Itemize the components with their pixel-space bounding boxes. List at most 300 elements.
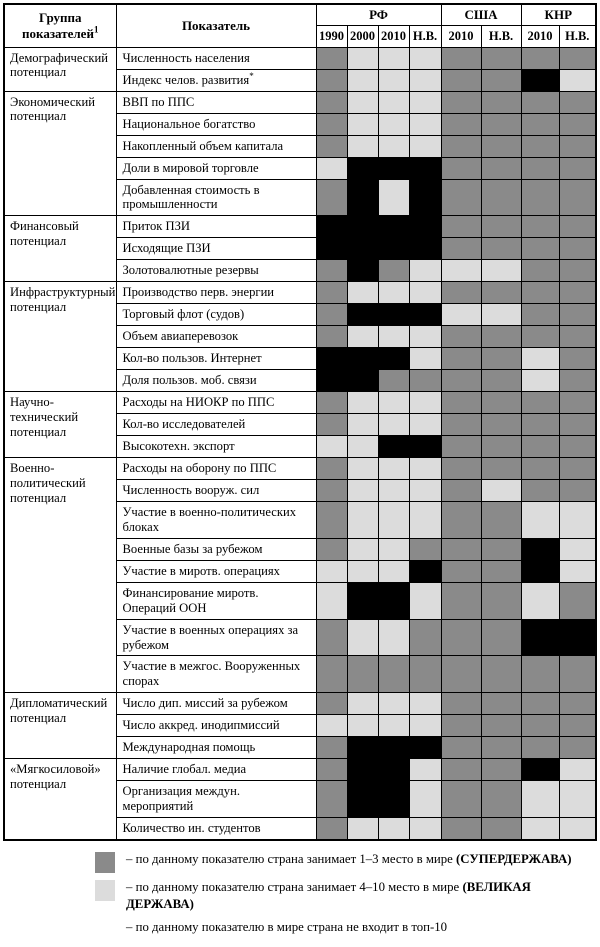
header-row-groups — [4, 4, 596, 25]
status-cell — [441, 348, 481, 370]
status-cell — [378, 561, 409, 583]
status-cell — [316, 656, 347, 693]
indicator-label-cell — [116, 348, 316, 370]
status-cell — [521, 47, 559, 69]
status-cell — [559, 656, 596, 693]
power-indicators-table — [3, 3, 597, 841]
status-cell — [378, 781, 409, 818]
status-cell — [347, 392, 378, 414]
status-cell — [521, 436, 559, 458]
status-cell — [378, 157, 409, 179]
status-cell — [378, 47, 409, 69]
status-cell — [441, 619, 481, 656]
status-cell — [441, 502, 481, 539]
status-cell — [378, 759, 409, 781]
status-cell — [521, 781, 559, 818]
status-cell — [559, 326, 596, 348]
indicator-label-cell — [116, 817, 316, 840]
status-cell — [441, 392, 481, 414]
status-cell — [481, 693, 521, 715]
indicator-label: Количество ин. студентов — [122, 820, 261, 835]
status-cell — [559, 69, 596, 91]
status-cell — [559, 47, 596, 69]
legend-item — [95, 919, 586, 941]
status-cell — [347, 583, 378, 620]
indicator-label-cell — [116, 370, 316, 392]
status-cell — [316, 282, 347, 304]
status-cell — [378, 326, 409, 348]
status-cell — [521, 715, 559, 737]
status-cell — [481, 458, 521, 480]
status-cell — [378, 91, 409, 113]
status-cell — [521, 619, 559, 656]
indicator-label-cell — [116, 216, 316, 238]
status-cell — [559, 715, 596, 737]
status-cell — [347, 414, 378, 436]
status-cell — [441, 781, 481, 818]
status-cell — [481, 91, 521, 113]
status-cell — [316, 539, 347, 561]
status-cell — [347, 502, 378, 539]
status-cell — [481, 260, 521, 282]
status-cell — [316, 370, 347, 392]
status-cell — [559, 561, 596, 583]
status-cell — [559, 781, 596, 818]
status-cell — [347, 656, 378, 693]
legend-swatch — [95, 852, 115, 873]
status-cell — [347, 561, 378, 583]
indicator-label-cell — [116, 135, 316, 157]
status-cell — [409, 480, 441, 502]
status-cell — [378, 304, 409, 326]
status-cell — [559, 737, 596, 759]
status-cell — [409, 157, 441, 179]
status-cell — [316, 113, 347, 135]
status-cell — [316, 238, 347, 260]
status-cell — [378, 656, 409, 693]
indicator-label: Объем авиаперевозок — [122, 329, 239, 344]
status-cell — [409, 135, 441, 157]
status-cell — [441, 282, 481, 304]
status-cell — [378, 238, 409, 260]
indicator-label-cell — [116, 502, 316, 539]
indicator-label: Индекс челов. развития — [122, 72, 250, 87]
status-cell — [316, 480, 347, 502]
indicator-label: Участие в межгос. Вооруженных спорах — [122, 659, 301, 689]
indicator-label: Торговый флот (судов) — [122, 307, 245, 322]
status-cell — [409, 238, 441, 260]
group-label: Военно-политический потенциал — [4, 458, 116, 693]
status-cell — [521, 583, 559, 620]
header-group-col — [4, 4, 116, 47]
status-cell — [481, 619, 521, 656]
status-cell — [559, 619, 596, 656]
status-cell — [559, 392, 596, 414]
indicator-label-cell — [116, 282, 316, 304]
status-cell — [409, 216, 441, 238]
status-cell — [347, 759, 378, 781]
status-cell — [378, 135, 409, 157]
status-cell — [521, 304, 559, 326]
status-cell — [409, 260, 441, 282]
status-cell — [481, 238, 521, 260]
status-cell — [521, 91, 559, 113]
status-cell — [441, 304, 481, 326]
status-cell — [521, 392, 559, 414]
status-cell — [441, 179, 481, 216]
indicator-label: Кол-во исследователей — [122, 417, 246, 432]
indicator-label-cell — [116, 480, 316, 502]
status-cell — [481, 759, 521, 781]
header-group-label: Группа показателей — [22, 10, 94, 41]
table-row — [4, 392, 596, 414]
status-cell — [409, 539, 441, 561]
legend-swatch-empty — [95, 920, 115, 941]
status-cell — [347, 781, 378, 818]
status-cell — [347, 113, 378, 135]
status-cell — [441, 47, 481, 69]
indicator-label: Приток ПЗИ — [122, 219, 191, 234]
status-cell — [441, 238, 481, 260]
status-cell — [441, 480, 481, 502]
status-cell — [409, 781, 441, 818]
status-cell — [559, 502, 596, 539]
status-cell — [409, 414, 441, 436]
indicator-label-cell — [116, 304, 316, 326]
status-cell — [347, 91, 378, 113]
status-cell — [316, 304, 347, 326]
status-cell — [559, 216, 596, 238]
indicator-label: Высокотехн. экспорт — [122, 439, 235, 454]
status-cell — [521, 69, 559, 91]
status-cell — [481, 539, 521, 561]
status-cell — [481, 282, 521, 304]
status-cell — [347, 539, 378, 561]
status-cell — [481, 370, 521, 392]
status-cell — [378, 458, 409, 480]
status-cell — [521, 135, 559, 157]
status-cell — [559, 436, 596, 458]
status-cell — [521, 458, 559, 480]
header-year-china: Н.В. — [559, 25, 596, 47]
status-cell — [409, 348, 441, 370]
status-cell — [347, 260, 378, 282]
status-cell — [316, 436, 347, 458]
table-row — [4, 47, 596, 69]
status-cell — [378, 282, 409, 304]
status-cell — [378, 715, 409, 737]
status-cell — [316, 583, 347, 620]
status-cell — [316, 260, 347, 282]
status-cell — [347, 458, 378, 480]
status-cell — [521, 759, 559, 781]
status-cell — [481, 715, 521, 737]
legend-text — [126, 879, 586, 914]
status-cell — [316, 759, 347, 781]
indicator-label: Участие в военных операциях за рубежом — [122, 622, 299, 652]
status-cell — [559, 91, 596, 113]
header-year-usa: 2010 — [441, 25, 481, 47]
status-cell — [441, 539, 481, 561]
group-label: Демографический потенциал — [4, 47, 116, 91]
indicator-label-cell — [116, 715, 316, 737]
status-cell — [378, 348, 409, 370]
status-cell — [347, 282, 378, 304]
status-cell — [441, 693, 481, 715]
indicator-label-cell — [116, 238, 316, 260]
status-cell — [559, 539, 596, 561]
header-year-rf: Н.В. — [409, 25, 441, 47]
status-cell — [559, 113, 596, 135]
indicator-label: Производство перв. энергии — [122, 285, 275, 300]
status-cell — [316, 715, 347, 737]
status-cell — [316, 392, 347, 414]
status-cell — [481, 157, 521, 179]
status-cell — [378, 817, 409, 840]
status-cell — [409, 392, 441, 414]
status-cell — [559, 238, 596, 260]
table-row — [4, 458, 596, 480]
status-cell — [378, 414, 409, 436]
table-row — [4, 91, 596, 113]
indicator-label: Исходящие ПЗИ — [122, 241, 211, 256]
indicator-label-cell — [116, 392, 316, 414]
status-cell — [559, 759, 596, 781]
table-row — [4, 759, 596, 781]
status-cell — [559, 157, 596, 179]
status-cell — [378, 480, 409, 502]
indicator-label-cell — [116, 693, 316, 715]
indicator-label: Численность вооруж. сил — [122, 483, 260, 498]
status-cell — [316, 69, 347, 91]
status-cell — [521, 737, 559, 759]
group-label: Финансовый потенциал — [4, 216, 116, 282]
status-cell — [481, 583, 521, 620]
indicator-footnote: * — [249, 70, 254, 81]
indicator-label-cell — [116, 619, 316, 656]
status-cell — [347, 737, 378, 759]
indicator-label: Численность населения — [122, 50, 250, 65]
status-cell — [441, 737, 481, 759]
status-cell — [347, 304, 378, 326]
status-cell — [347, 47, 378, 69]
indicator-label-cell — [116, 47, 316, 69]
status-cell — [347, 436, 378, 458]
indicator-label-cell — [116, 260, 316, 282]
status-cell — [316, 47, 347, 69]
status-cell — [481, 47, 521, 69]
legend-text-bold: (СУПЕРДЕРЖАВА) — [456, 851, 572, 866]
indicator-label: Участие в миротв. операциях — [122, 564, 280, 579]
status-cell — [521, 326, 559, 348]
indicator-label: Доля пользов. моб. связи — [122, 373, 257, 388]
status-cell — [409, 304, 441, 326]
status-cell — [409, 619, 441, 656]
status-cell — [409, 179, 441, 216]
status-cell — [481, 817, 521, 840]
status-cell — [347, 715, 378, 737]
status-cell — [347, 216, 378, 238]
status-cell — [378, 216, 409, 238]
status-cell — [559, 583, 596, 620]
header-group-footnote: 1 — [93, 24, 99, 35]
status-cell — [521, 238, 559, 260]
indicator-label-cell — [116, 737, 316, 759]
table-row — [4, 216, 596, 238]
status-cell — [409, 737, 441, 759]
indicator-label-cell — [116, 326, 316, 348]
status-cell — [559, 370, 596, 392]
status-cell — [316, 414, 347, 436]
indicator-label-cell — [116, 414, 316, 436]
legend-text-plain: – по данному показателю страна занимает 1–3 место в мире — [126, 851, 457, 866]
table-row — [4, 693, 596, 715]
indicator-label: Финансирование миротв. Операций ООН — [122, 586, 259, 615]
status-cell — [347, 179, 378, 216]
status-cell — [347, 348, 378, 370]
group-label: Экономический потенциал — [4, 91, 116, 216]
status-cell — [521, 656, 559, 693]
status-cell — [521, 414, 559, 436]
status-cell — [521, 157, 559, 179]
status-cell — [316, 781, 347, 818]
status-cell — [347, 135, 378, 157]
status-cell — [409, 69, 441, 91]
table-head — [4, 4, 596, 47]
status-cell — [559, 817, 596, 840]
status-cell — [481, 392, 521, 414]
status-cell — [521, 502, 559, 539]
status-cell — [521, 370, 559, 392]
status-cell — [409, 326, 441, 348]
status-cell — [441, 583, 481, 620]
status-cell — [521, 216, 559, 238]
status-cell — [441, 759, 481, 781]
status-cell — [441, 135, 481, 157]
legend-text-plain: – по данному показателю страна занимает 4–10 место в мире — [126, 879, 463, 894]
status-cell — [409, 759, 441, 781]
status-cell — [441, 91, 481, 113]
status-cell — [347, 619, 378, 656]
status-cell — [559, 260, 596, 282]
status-cell — [441, 715, 481, 737]
status-cell — [481, 69, 521, 91]
status-cell — [378, 737, 409, 759]
indicator-label-cell — [116, 113, 316, 135]
indicator-label: Кол-во пользов. Интернет — [122, 351, 262, 366]
status-cell — [521, 539, 559, 561]
indicator-label-cell — [116, 583, 316, 620]
status-cell — [441, 216, 481, 238]
status-cell — [316, 737, 347, 759]
status-cell — [481, 348, 521, 370]
status-cell — [378, 392, 409, 414]
status-cell — [481, 561, 521, 583]
status-cell — [378, 693, 409, 715]
header-year-rf: 2000 — [347, 25, 378, 47]
status-cell — [378, 619, 409, 656]
status-cell — [559, 458, 596, 480]
status-cell — [481, 414, 521, 436]
status-cell — [316, 135, 347, 157]
status-cell — [347, 693, 378, 715]
status-cell — [316, 693, 347, 715]
indicator-label: Расходы на НИОКР по ППС — [122, 395, 275, 410]
status-cell — [316, 348, 347, 370]
indicator-label-cell — [116, 436, 316, 458]
status-cell — [347, 69, 378, 91]
status-cell — [378, 260, 409, 282]
indicator-label-cell — [116, 561, 316, 583]
status-cell — [347, 238, 378, 260]
status-cell — [481, 216, 521, 238]
header-country-usa: США — [441, 4, 521, 25]
status-cell — [521, 561, 559, 583]
indicator-label: ВВП по ППС — [122, 94, 195, 109]
indicator-label: Наличие глобал. медиа — [122, 762, 247, 777]
status-cell — [409, 370, 441, 392]
status-cell — [409, 91, 441, 113]
indicator-label: Международная помощь — [122, 740, 256, 755]
status-cell — [521, 693, 559, 715]
status-cell — [409, 113, 441, 135]
status-cell — [347, 817, 378, 840]
table-row — [4, 282, 596, 304]
indicator-label-cell — [116, 179, 316, 216]
status-cell — [441, 656, 481, 693]
legend-item — [95, 851, 586, 873]
header-year-rf: 2010 — [378, 25, 409, 47]
indicator-label-cell — [116, 759, 316, 781]
status-cell — [441, 157, 481, 179]
indicator-label: Золотовалютные резервы — [122, 263, 259, 278]
legend-text-bold: (ВЕЛИКАЯ ДЕРЖАВА) — [126, 879, 531, 912]
status-cell — [347, 480, 378, 502]
legend-item — [95, 879, 586, 914]
status-cell — [559, 480, 596, 502]
indicator-label-cell — [116, 157, 316, 179]
status-cell — [559, 179, 596, 216]
status-cell — [559, 304, 596, 326]
status-cell — [441, 370, 481, 392]
group-label: Дипломатический потенциал — [4, 693, 116, 759]
indicator-label: Добавленная стоимость в промышленности — [122, 182, 260, 212]
indicator-label-cell — [116, 69, 316, 91]
indicator-label: Число аккред. инодипмиссий — [122, 718, 280, 733]
status-cell — [441, 817, 481, 840]
indicator-label: Число дип. миссий за рубежом — [122, 696, 288, 711]
status-cell — [409, 561, 441, 583]
status-cell — [481, 737, 521, 759]
status-cell — [378, 502, 409, 539]
status-cell — [316, 91, 347, 113]
status-cell — [521, 179, 559, 216]
status-cell — [409, 817, 441, 840]
status-cell — [316, 157, 347, 179]
status-cell — [559, 348, 596, 370]
indicator-label-cell — [116, 91, 316, 113]
group-label: «Мягкосиловой» потенциал — [4, 759, 116, 840]
indicator-label: Участие в военно-политических блоках — [122, 505, 296, 535]
status-cell — [559, 693, 596, 715]
status-cell — [441, 436, 481, 458]
status-cell — [481, 113, 521, 135]
status-cell — [481, 179, 521, 216]
header-year-usa: Н.В. — [481, 25, 521, 47]
status-cell — [481, 436, 521, 458]
status-cell — [521, 260, 559, 282]
group-label: Инфраструктурный потенциал — [4, 282, 116, 392]
